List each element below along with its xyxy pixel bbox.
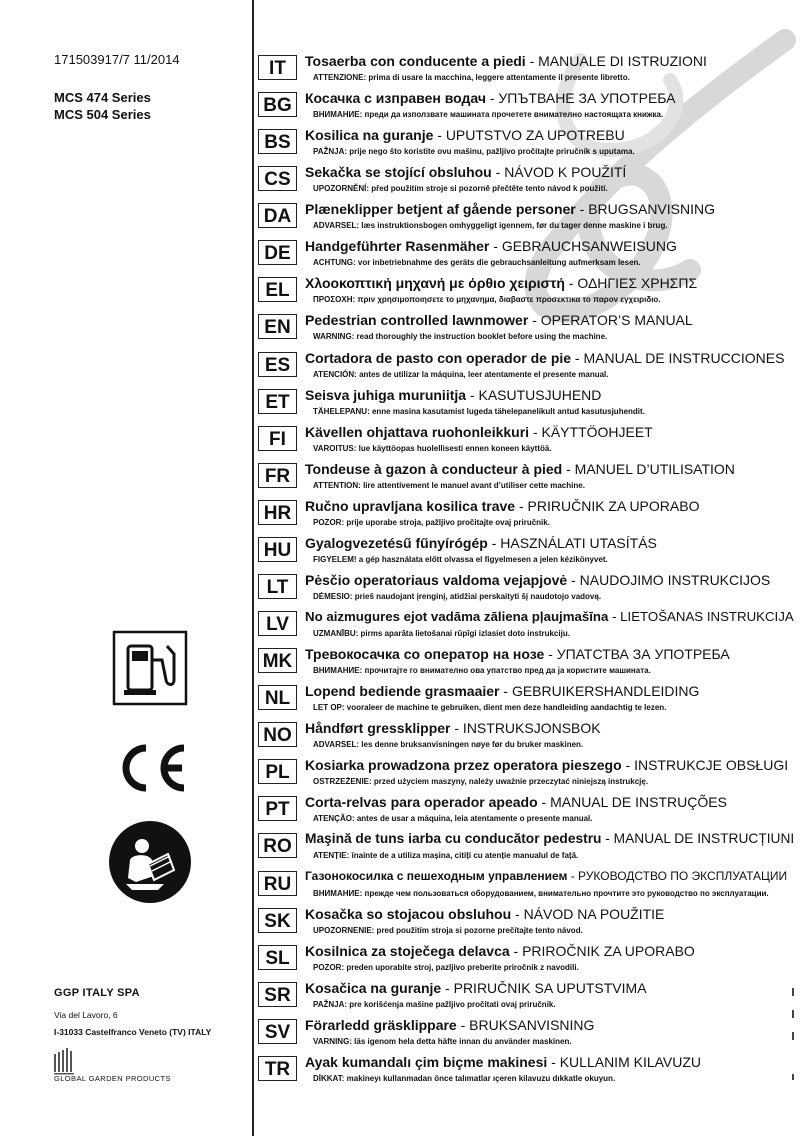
language-title — [305, 350, 784, 366]
language-code-badge: SK — [258, 908, 297, 933]
language-row-pl — [258, 757, 798, 793]
manual-type: - УПЪТВАНЕ ЗА УПОТРЕБА — [485, 90, 676, 107]
language-code-badge: SV — [258, 1019, 297, 1044]
language-code-badge: SL — [258, 945, 297, 970]
language-title — [305, 794, 727, 810]
manual-type: - KASUTUSJUHEND — [466, 386, 602, 403]
language-row-fr — [258, 461, 798, 497]
language-title — [305, 980, 647, 996]
warning-text: POZOR: prije uporabe stroja, pažljivo pročitajte ovaj priručnik. — [313, 517, 550, 527]
read-manual-icon — [108, 820, 192, 904]
warning-text: ATENCIÓN: antes de utilizar la máquina, leer atentamente el presente manual. — [313, 369, 609, 379]
product-name: Plæneklipper betjent af gående personer — [305, 201, 576, 218]
warning-text: ВНИМАНИЕ: прежде чем пользоваться оборудованием, внимательно прочтите это руководство по эксплуатации. — [313, 888, 769, 898]
manual-type: - MANUEL D’UTILISATION — [562, 460, 735, 477]
language-code-badge: EN — [258, 314, 297, 339]
product-name: Cortadora de pasto con operador de pie — [305, 349, 572, 366]
vertical-divider — [252, 0, 254, 1136]
language-title — [305, 312, 693, 328]
language-row-ru — [258, 869, 798, 905]
language-row-el — [258, 275, 798, 311]
language-title — [305, 1017, 594, 1033]
language-row-da — [258, 201, 798, 237]
company-address-line2: I-31033 Castelfranco Veneto (TV) ITALY — [54, 1027, 212, 1037]
warning-text: UZMANĪBU: pirms aparāta lietošanai rūpīgi izlasiet doto instrukciju. — [313, 629, 570, 639]
product-name: Sekačka se stojící obsluhou — [305, 164, 492, 181]
manual-type: - ΟΔΗΓΙΕΣ ΧΡΗΣΠΣ — [564, 275, 698, 292]
warning-text: ΠΡΟΣΟΧΗ: πριν χρησιμοποιησετε το μηχανημα, διαβαστε προσεκτικα το παρον εγχειριδιο. — [313, 295, 661, 305]
product-name: Ručno upravljana kosilica trave — [305, 497, 516, 514]
language-row-sk — [258, 906, 798, 942]
language-code-badge: LT — [258, 574, 297, 599]
language-code-badge: FI — [258, 426, 297, 451]
language-row-sv — [258, 1017, 798, 1053]
company-name: GGP ITALY SPA — [54, 987, 140, 999]
language-code-badge: RU — [258, 871, 297, 896]
manual-type: - HASZNÁLATI UTASÍTÁS — [487, 534, 657, 551]
language-title — [305, 1054, 701, 1070]
manual-type: - PRIROČNIK ZA UPORABO — [509, 942, 695, 959]
warning-text: PAŽNJA: pre korišćenja mašine pažljivo pročitati ovaj priručnik. — [313, 999, 556, 1009]
language-title — [305, 757, 788, 773]
manual-type: - INSTRUKSJONSBOK — [450, 720, 601, 737]
product-name: Kosiarka prowadzona przez operatora pieszego — [305, 757, 622, 774]
warning-text: VAROITUS: lue käyttöopas huolellisesti ennen koneen käyttöä. — [313, 443, 552, 453]
language-title — [305, 424, 653, 440]
warning-text: ACHTUNG: vor inbetriebnahme des geräts die gebrauchsanleitung aufmerksam lesen. — [313, 258, 641, 268]
series-label-1: MCS 474 Series — [54, 90, 151, 105]
language-row-ro — [258, 831, 798, 867]
language-row-lt — [258, 572, 798, 608]
company-address-line1: Via del Lavoro, 6 — [54, 1010, 118, 1020]
edge-marks — [790, 980, 800, 1090]
product-name: Kosačka so stojacou obsluhou — [305, 905, 512, 922]
warning-text: POZOR: preden uporabite stroj, pazljivo preberite priročnik z navodili. — [313, 962, 579, 972]
product-name: Lopend bediende grasmaaier — [305, 683, 500, 700]
manual-type: - MANUAL DE INSTRUÇÕES — [537, 794, 727, 811]
language-row-nl — [258, 683, 798, 719]
warning-text: OSTRZEŻENIE: przed użyciem maszyny, należy uważnie przeczytać niniejszą instrukcję. — [313, 777, 649, 787]
warning-text: DİKKAT: makineyı kullanmadan önce talımatlar ıçeren kilavuzu dıkkatle okuyun. — [313, 1073, 616, 1083]
warning-text: VARNING: läs igenom hela detta häfte innan du använder maskinen. — [313, 1036, 572, 1046]
product-name: Seisva juhiga muruniitja — [305, 386, 467, 403]
language-code-badge: MK — [258, 648, 297, 673]
language-code-badge: NO — [258, 722, 297, 747]
language-code-badge: SR — [258, 982, 297, 1007]
warning-text: ATTENTION: lire attentivement le manuel avant d’utiliser cette machine. — [313, 480, 585, 490]
language-code-badge: PT — [258, 796, 297, 821]
language-title — [305, 831, 794, 846]
manual-type: - OPERATOR’S MANUAL — [528, 312, 693, 329]
warning-text: ВНИМАНИЕ: прочитајте го внимателно ова упатство пред да ја користите машината. — [313, 666, 651, 676]
warning-text: ВНИМАНИЕ: преди да използвате машината прочетете внимателно настоящата книжка. — [313, 110, 664, 120]
product-name: Kosilica na guranje — [305, 127, 434, 144]
series-label-2: MCS 504 Series — [54, 107, 151, 122]
manual-type: - PRIRUČNIK SA UPUTSTVIMA — [441, 979, 647, 996]
language-row-tr — [258, 1054, 798, 1090]
language-title — [305, 535, 657, 551]
manual-type: - BRUKSANVISNING — [456, 1016, 595, 1033]
product-name: Тревокосачка со оператор на нозе — [305, 646, 545, 663]
language-row-hu — [258, 535, 798, 571]
language-title — [305, 943, 695, 959]
warning-text: UPOZORNENIE: pred použitím stroja si pozorne prečítajte tento návod. — [313, 925, 583, 935]
warning-text: ATTENZIONE: prima di usare la macchina, leggere attentamente il presente libretto. — [313, 73, 630, 82]
language-row-bs — [258, 127, 798, 163]
document-number: 171503917/7 11/2014 — [54, 52, 180, 67]
manual-type: - GEBRAUCHSANWEISUNG — [489, 238, 677, 255]
language-title — [305, 127, 625, 143]
product-name: Kävellen ohjattava ruohonleikkuri — [305, 423, 530, 440]
warning-text: ATENÇÃO: antes de usar a máquina, leia atentamente o presente manual. — [313, 814, 593, 824]
manual-type: - NÁVOD K POUŽITÍ — [491, 164, 627, 181]
fuel-pump-icon — [112, 630, 188, 706]
language-code-badge: EL — [258, 277, 297, 302]
product-name: Tosaerba con conducente a piedi — [305, 53, 526, 69]
language-title — [305, 275, 697, 291]
language-code-badge: NL — [258, 685, 297, 710]
language-row-lv — [258, 609, 798, 645]
warning-text: ATENȚIE: înainte de a utiliza mașina, citiți cu atenție manualul de față. — [313, 851, 579, 861]
manual-type: - NAUDOJIMO INSTRUKCIJOS — [567, 571, 771, 588]
language-code-badge: LV — [258, 611, 297, 636]
manual-type: - РУКОВОДСТВО ПО ЭКСПЛУАТАЦИИ — [567, 868, 788, 883]
language-code-badge: DE — [258, 240, 297, 265]
product-name: Pedestrian controlled lawnmower — [305, 312, 529, 329]
warning-text: WARNING: read thoroughly the instruction booklet before using the machine. — [313, 332, 608, 342]
warning-text: PAŽNJA: prije nego što koristite ovu mašinu, pažljivo pročitajte priručnik s uputama. — [313, 147, 635, 157]
language-title — [305, 683, 699, 699]
product-name: Maşină de tuns iarba cu conducător pedestru — [305, 831, 602, 847]
warning-text: TÄHELEPANU: enne masina kasutamist lugeda tähelepanelikult antud kasutusjuhendit. — [313, 406, 645, 416]
language-row-cs — [258, 164, 798, 200]
language-code-badge: BG — [258, 92, 297, 117]
warning-text: LET OP: vooraleer de machine te gebruiken, dient men deze handleiding aandachtig te lezen. — [313, 703, 667, 713]
language-row-et — [258, 387, 798, 423]
product-name: Ayak kumandalı çim biçme makinesi — [305, 1053, 548, 1070]
manual-type: - KULLANIM KILAVUZU — [547, 1053, 702, 1070]
language-title — [305, 720, 601, 736]
language-title — [305, 90, 676, 106]
warning-text: FIGYELEM! a gép használata előtt olvassa el figyelmesen a jelen kézikönyvet. — [313, 554, 608, 564]
product-name: No aizmugures ejot vadāma zāliena pļaujmašīna — [305, 609, 609, 625]
company-tagline: GLOBAL GARDEN PRODUCTS — [54, 1074, 171, 1083]
language-row-es — [258, 350, 798, 386]
product-name: Tondeuse à gazon à conducteur à pied — [305, 460, 563, 477]
product-name: Косачка с изправен водач — [305, 90, 486, 107]
language-title — [305, 201, 715, 217]
product-name: Förarledd gräsklippare — [305, 1016, 457, 1033]
language-title — [305, 609, 794, 624]
language-code-badge: TR — [258, 1056, 297, 1081]
manual-type: - KÄYTTÖOHJEET — [529, 423, 653, 440]
manual-type: - MANUALE DI ISTRUZIONI — [525, 53, 707, 69]
manual-type: - MANUAL DE INSTRUCCIONES — [571, 349, 785, 366]
product-name: Kosilnica za stoječega delavca — [305, 942, 510, 959]
language-title — [305, 387, 601, 403]
product-name: Gyalogvezetésű fűnyírógép — [305, 534, 488, 551]
language-code-badge: ET — [258, 389, 297, 414]
product-name: Handgeführter Rasenmäher — [305, 238, 490, 255]
language-title — [305, 498, 699, 514]
manual-type: - GEBRUIKERSHANDLEIDING — [499, 683, 700, 700]
language-code-badge: DA — [258, 203, 297, 228]
manual-type: - LIETOŠANAS INSTRUKCIJA — [608, 609, 794, 625]
language-title — [305, 461, 735, 477]
manual-type: - NÁVOD NA POUŽITIE — [511, 905, 665, 922]
language-code-badge: HU — [258, 537, 297, 562]
manual-type: - УПАТСТВА ЗА УПОТРЕБА — [544, 646, 730, 663]
ce-mark-icon — [112, 742, 190, 794]
language-code-badge: ES — [258, 352, 297, 377]
product-name: Pėsčio operatoriaus valdoma vejapjovė — [305, 571, 568, 588]
language-row-en — [258, 312, 798, 348]
warning-text: ADVARSEL: læs instruktionsbogen omhyggeligt igennem, før du tager denne maskine i brug. — [313, 221, 668, 231]
product-name: Corta-relvas para operador apeado — [305, 794, 538, 811]
product-name: Χλοοκοπτική μηχανή με όρθιο χειριστή — [305, 275, 565, 292]
manual-type: - BRUGSANVISNING — [575, 201, 715, 218]
warning-text: DĖMESIO: prieš naudojant įrenginį, atidžiai perskaityti šį naudotojo vadovą. — [313, 591, 602, 601]
manual-type: - MANUAL DE INSTRUCȚIUNI — [601, 831, 795, 847]
language-code-badge: HR — [258, 500, 297, 525]
language-code-badge: CS — [258, 166, 297, 191]
language-row-pt — [258, 794, 798, 830]
manual-type: - UPUTSTVO ZA UPOTREBU — [433, 127, 625, 144]
language-row-fi — [258, 424, 798, 460]
warning-text: UPOZORNĚNÍ: před použitím stroje si pozorně přečtěte tento návod k použití. — [313, 184, 608, 194]
language-title — [305, 869, 787, 883]
manual-type: - PRIRUČNIK ZA UPORABO — [515, 497, 700, 514]
language-title — [305, 164, 626, 180]
manual-type: - INSTRUKCJE OBSŁUGI — [621, 757, 789, 774]
language-code-badge: BS — [258, 129, 297, 154]
language-row-no — [258, 720, 798, 756]
language-code-badge: IT — [258, 55, 297, 80]
language-row-sr — [258, 980, 798, 1016]
language-title — [305, 646, 730, 662]
warning-text: ADVARSEL: les denne bruksanvisningen nøye før du bruker maskinen. — [313, 740, 584, 750]
language-code-badge: RO — [258, 833, 297, 858]
language-title — [305, 906, 664, 922]
language-row-it — [258, 53, 798, 89]
language-title — [305, 238, 677, 254]
language-row-hr — [258, 498, 798, 534]
product-name: Газонокосилка с пешеходным управлением — [305, 868, 568, 883]
language-row-de — [258, 238, 798, 274]
language-code-badge: PL — [258, 759, 297, 784]
product-name: Håndført gressklipper — [305, 720, 451, 737]
language-code-badge: FR — [258, 463, 297, 488]
language-row-sl — [258, 943, 798, 979]
language-row-bg — [258, 90, 798, 126]
language-title — [305, 572, 770, 588]
language-row-mk — [258, 646, 798, 682]
language-title — [305, 53, 707, 69]
product-name: Kosačica na guranje — [305, 979, 442, 996]
